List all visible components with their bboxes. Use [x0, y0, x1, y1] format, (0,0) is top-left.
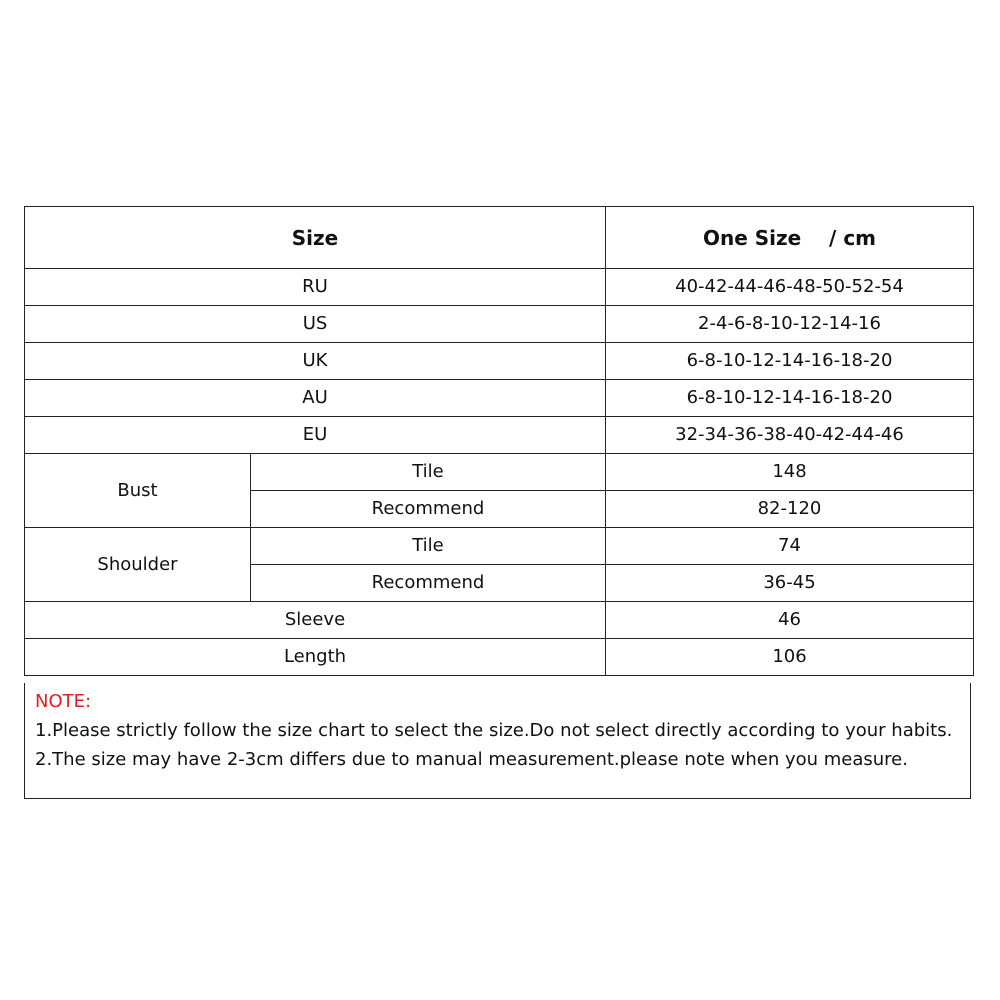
note-title: NOTE:	[35, 691, 92, 712]
region-value-au: 6-8-10-12-14-16-18-20	[606, 380, 974, 417]
sleeve-value: 46	[606, 602, 974, 639]
region-value-eu: 32-34-36-38-40-42-44-46	[606, 417, 974, 454]
shoulder-tile-value: 74	[606, 528, 974, 565]
shoulder-recommend-label: Recommend	[251, 565, 606, 602]
one-size-header: One Size / cm	[606, 207, 974, 269]
region-label-au: AU	[25, 380, 606, 417]
table-row	[25, 528, 974, 565]
note-line-2: 2.The size may have 2-3cm differs due to manual measurement.please note when you measure.	[35, 749, 908, 770]
note-line-1: 1.Please strictly follow the size chart to select the size.Do not select directly according to your habits.	[35, 720, 953, 741]
bust-recommend-value: 82-120	[606, 491, 974, 528]
size-header: Size	[25, 207, 606, 269]
table-row	[25, 602, 974, 639]
bust-tile-label: Tile	[251, 454, 606, 491]
region-label-us: US	[25, 306, 606, 343]
region-value-ru: 40-42-44-46-48-50-52-54	[606, 269, 974, 306]
table-row	[25, 454, 974, 491]
bust-recommend-label: Recommend	[251, 491, 606, 528]
shoulder-tile-label: Tile	[251, 528, 606, 565]
region-label-ru: RU	[25, 269, 606, 306]
length-value: 106	[606, 639, 974, 676]
table-row	[25, 306, 974, 343]
shoulder-label: Shoulder	[25, 528, 251, 602]
table-row	[25, 343, 974, 380]
region-label-eu: EU	[25, 417, 606, 454]
table-row	[25, 269, 974, 306]
sleeve-label: Sleeve	[25, 602, 606, 639]
table-row	[25, 380, 974, 417]
bust-label: Bust	[25, 454, 251, 528]
length-label: Length	[25, 639, 606, 676]
size-table	[24, 206, 974, 676]
shoulder-recommend-value: 36-45	[606, 565, 974, 602]
table-row	[25, 639, 974, 676]
table-row	[25, 417, 974, 454]
bust-tile-value: 148	[606, 454, 974, 491]
region-label-uk: UK	[25, 343, 606, 380]
region-value-us: 2-4-6-8-10-12-14-16	[606, 306, 974, 343]
notes-box	[24, 683, 971, 799]
region-value-uk: 6-8-10-12-14-16-18-20	[606, 343, 974, 380]
header-row	[25, 207, 974, 269]
size-chart	[24, 206, 973, 800]
